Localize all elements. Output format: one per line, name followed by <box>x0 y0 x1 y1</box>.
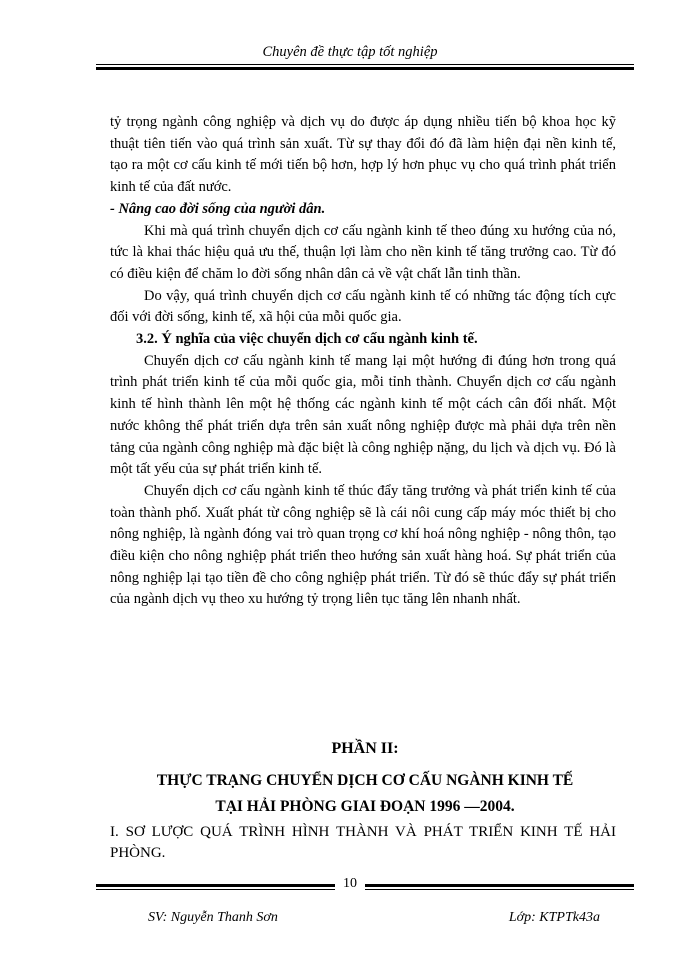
page-header-title: Chuyên đề thực tập tốt nghiệp <box>262 44 438 60</box>
paragraph-3: Do vậy, quá trình chuyển dịch cơ cấu ngành kinh tế có những tác động tích cực đối với đời sống, kinh tế, xã hội của mỗi quốc gia. <box>110 287 616 326</box>
heading-3-2: 3.2. Ý nghĩa của việc chuyển dịch cơ cấu ngành kinh tế. <box>136 331 478 348</box>
part-title <box>96 768 634 820</box>
footer-rule-thin <box>96 889 634 890</box>
paragraph-4: Chuyển dịch cơ cấu ngành kinh tế mang lại một hướng đi đúng hơn trong quá trình phát triển kinh tế của mỗi quốc gia, mỗi tỉnh thành. Chuyển dịch cơ cấu ngành kinh tế hình thành lên một hệ thống các ngành kinh tế một cách cân đối nhất. Một nước không thể phát triển dựa trên sản xuất nông nghiệp được mà phải dựa trên nền tảng của ngành công nghiệp mà đặc biệt là công nghiệp nặng, du lịch và dịch vụ. Đó là một tất yếu của sự phát triển kinh tế. <box>110 352 616 478</box>
part-label: PHẦN II: <box>331 740 399 757</box>
footer-student-name: SV: Nguyễn Thanh Sơn <box>148 910 278 925</box>
paragraph-2: Khi mà quá trình chuyển dịch cơ cấu ngành kinh tế theo đúng xu hướng của nó, tức là khai thác hiệu quả ưu thế, thuận lợi làm cho nền kinh tế tăng trưởng cao. Từ đó có điều kiện để chăm lo đời sống nhân dân cả về vật chất lẫn tinh thần. <box>110 222 616 282</box>
subheading-living-standards: - Nâng cao đời sống của người dân. <box>110 200 326 217</box>
paragraph-1: tỷ trọng ngành công nghiệp và dịch vụ do được áp dụng nhiều tiến bộ khoa học kỹ thuật tiên tiến vào quá trình sản xuất. Từ sự thay đổi đó đã làm hiện đại nền kinh tế, tạo ra một cơ cấu kinh tế mới tiến bộ hơn, hợp lý hơn phục vụ cho quá trình phát triển kinh tế của đất nước. <box>110 114 616 196</box>
part-title-line-1: THỰC TRẠNG CHUYỂN DỊCH CƠ CẤU NGÀNH KINH TẾ <box>156 772 574 789</box>
part-title-line-2: TẠI HẢI PHÒNG GIAI ĐOẠN 1996 —2004. <box>215 798 515 815</box>
header-rule-thick <box>96 67 634 70</box>
page-number: 10 <box>335 876 365 892</box>
section-heading-1: I. SƠ LƯỢC QUÁ TRÌNH HÌNH THÀNH VÀ PHÁT TRIỂN KINH TẾ HẢI PHÒNG. <box>110 824 616 861</box>
document-body <box>110 112 616 611</box>
footer-rule-thick <box>96 884 634 887</box>
paragraph-5: Chuyển dịch cơ cấu ngành kinh tế thúc đẩy tăng trưởng và phát triển kinh tế của toàn thành phố. Xuất phát từ công nghiệp sẽ là cái nôi cung cấp máy móc thiết bị cho nông nghiệp, là ngành đóng vai trò quan trọng cơ khí hoá nông nghiệp - nông thôn, tạo điều kiện cho nông nghiệp phát triển theo hướng sản xuất hàng hoá. Sự phát triển của nông nghiệp lại tạo tiền đề cho công nghiệp phát triển. Từ đó sẽ thúc đẩy sự phát triển của ngành dịch vụ theo xu hướng tỷ trọng liên tục tăng lên nhanh nhất. <box>110 482 616 608</box>
header-rule-thin <box>96 64 634 65</box>
footer-class: Lớp: KTPTk43a <box>508 910 600 925</box>
